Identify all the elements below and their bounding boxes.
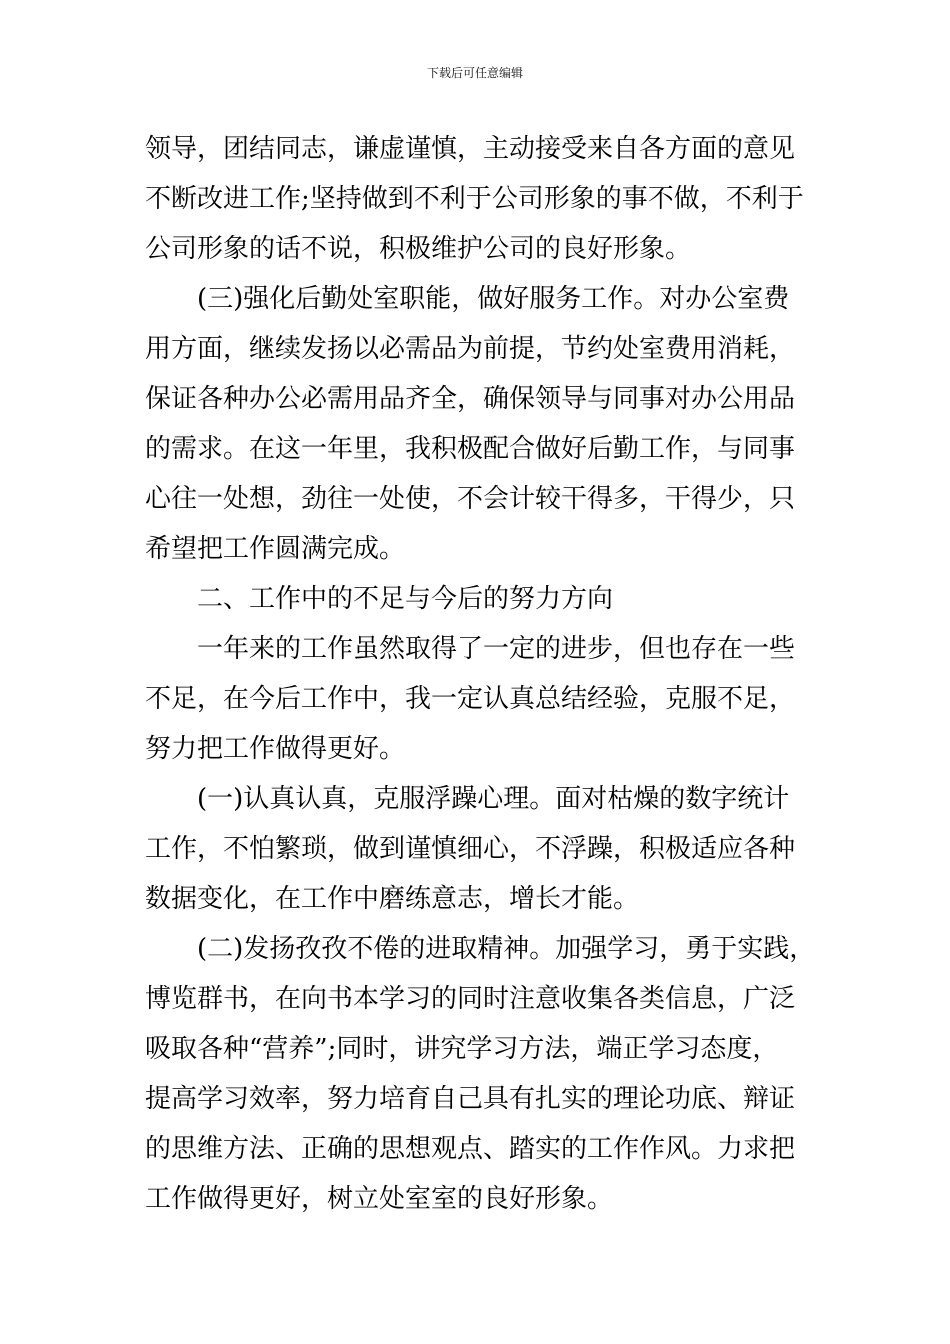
paragraph bbox=[145, 924, 815, 1224]
paragraph bbox=[145, 624, 815, 774]
text-line: 希望把工作圆满完成。 bbox=[145, 534, 406, 564]
text-line: (三)强化后勤处室职能，做好服务工作。对办公室费 bbox=[197, 284, 790, 314]
text-line: 不足，在今后工作中，我一定认真总结经验，克服不足， bbox=[145, 684, 796, 714]
text-line: 提高学习效率，努力培育自己具有扎实的理论功底、辩证 bbox=[145, 1084, 796, 1114]
document-body bbox=[145, 124, 815, 1224]
text-line: 数据变化，在工作中磨练意志，增长才能。 bbox=[145, 884, 640, 914]
text-line: 心往一处想，劲往一处使，不会计较干得多，干得少，只 bbox=[145, 484, 796, 514]
text-line: 二、工作中的不足与今后的努力方向 bbox=[197, 584, 614, 614]
text-line: 工作做得更好，树立处室室的良好形象。 bbox=[145, 1184, 614, 1214]
text-line: 不断改进工作;坚持做到不利于公司形象的事不做，不利于 bbox=[145, 184, 804, 214]
text-line: 吸取各种“营养”;同时，讲究学习方法，端正学习态度， bbox=[145, 1034, 779, 1064]
text-line: 用方面，继续发扬以必需品为前提，节约处室费用消耗， bbox=[145, 334, 796, 364]
text-line: (二)发扬孜孜不倦的进取精神。加强学习，勇于实践， bbox=[197, 934, 815, 964]
text-line: (一)认真认真，克服浮躁心理。面对枯燥的数字统计 bbox=[197, 784, 790, 814]
page-header: 下载后可任意编辑 bbox=[426, 66, 523, 80]
text-line: 努力把工作做得更好。 bbox=[145, 734, 406, 764]
text-line: 保证各种办公必需用品齐全，确保领导与同事对办公用品 bbox=[145, 384, 796, 414]
paragraph bbox=[145, 774, 815, 924]
paragraph bbox=[145, 124, 815, 274]
text-line: 一年来的工作虽然取得了一定的进步，但也存在一些 bbox=[197, 634, 796, 664]
text-line: 的思维方法、正确的思想观点、踏实的工作作风。力求把 bbox=[145, 1134, 796, 1164]
section-heading bbox=[145, 574, 815, 624]
text-line: 博览群书，在向书本学习的同时注意收集各类信息，广泛 bbox=[145, 984, 796, 1014]
text-line: 领导，团结同志，谦虚谨慎，主动接受来自各方面的意见 bbox=[145, 134, 796, 164]
text-line: 公司形象的话不说，积极维护公司的良好形象。 bbox=[145, 234, 692, 264]
paragraph bbox=[145, 274, 815, 574]
text-line: 的需求。在这一年里，我积极配合做好后勤工作，与同事 bbox=[145, 434, 796, 464]
text-line: 工作，不怕繁琐，做到谨慎细心，不浮躁，积极适应各种 bbox=[145, 834, 796, 864]
